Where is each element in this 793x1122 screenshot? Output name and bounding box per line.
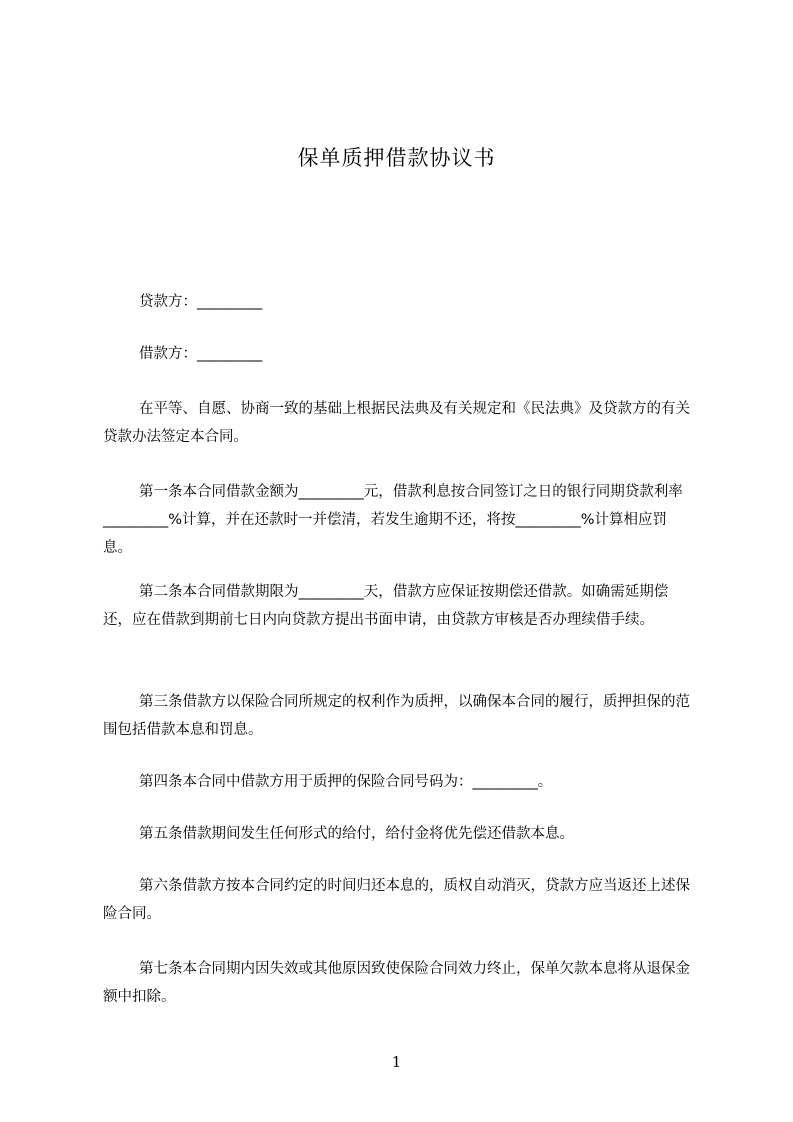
article-2: 第二条本合同借款期限为_________天，借款方应保证按期偿还借款。如确需延期偿还，应在借款到期前七日内向贷款方提出书面申请，由贷款方审核是否办理续借手续。 — [103, 584, 669, 628]
article-3: 第三条借款方以保险合同所规定的权利作为质押，以确保本合同的履行，质押担保的范围包括借款本息和罚息。 — [103, 694, 690, 738]
article-7: 第七条本合同期内因失效或其他原因致使保险合同效力终止，保单欠款本息将从退保金额中扣除。 — [103, 961, 690, 1005]
article-5: 第五条借款期间发生任何形式的给付，给付金将优先偿还借款本息。 — [139, 826, 574, 842]
article-6: 第六条借款方按本合同约定的时间归还本息的，质权自动消灭，贷款方应当返还上述保险合同。 — [103, 878, 690, 922]
article-4: 第四条本合同中借款方用于质押的保险合同号码为：_________。 — [139, 774, 553, 790]
article-1: 第一条本合同借款金额为_________元，借款利息按合同签订之日的银行同期贷款利率_________%计算，并在还款时一并偿清，若发生逾期不还，将按_________%计算相应罚息。 — [103, 484, 683, 556]
borrower-line: 借款方：_________ — [139, 346, 263, 362]
page-number: 1 — [391, 1053, 402, 1071]
lender-line: 贷款方：_________ — [139, 294, 263, 310]
preamble-paragraph: 在平等、自愿、协商一致的基础上根据民法典及有关规定和《民法典》及贷款方的有关贷款办法签定本合同。 — [103, 401, 690, 445]
document-title: 保单质押借款协议书 — [297, 146, 496, 170]
